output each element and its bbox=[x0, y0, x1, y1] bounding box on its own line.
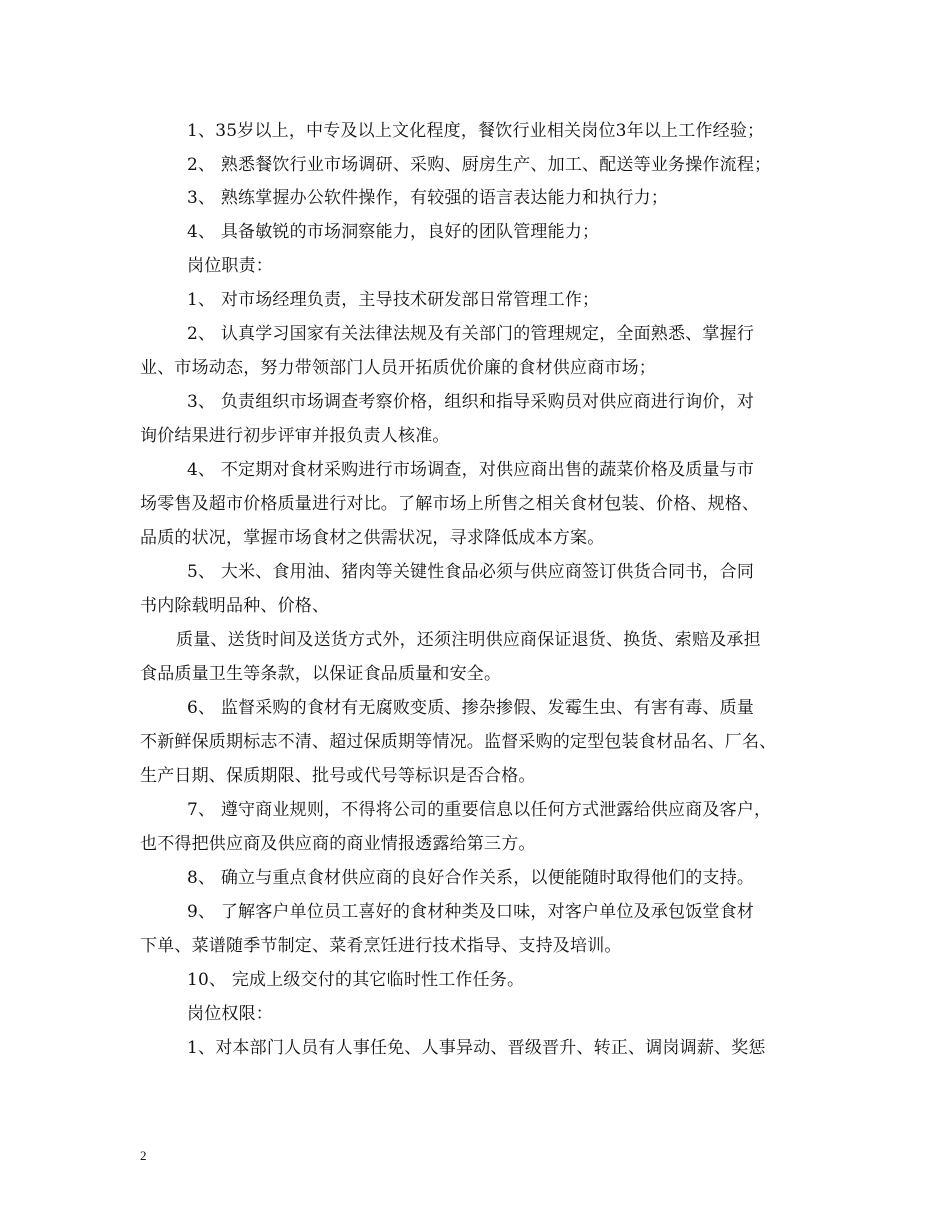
text-line: 1、35岁以上，中专及以上文化程度，餐饮行业相关岗位3年以上工作经验； bbox=[187, 121, 765, 141]
page-number: 2 bbox=[140, 1148, 147, 1163]
text-line: 1、 对市场经理负责，主导技术研发部日常管理工作； bbox=[187, 290, 600, 310]
section-heading: 岗位职责： bbox=[187, 256, 273, 276]
text-line: 3、 熟练掌握办公软件操作，有较强的语言表达能力和执行力； bbox=[187, 188, 669, 208]
text-line: 食品质量卫生等条款，以保证食品质量和安全。 bbox=[140, 664, 502, 684]
text-line: 3、 负责组织市场调查考察价格，组织和指导采购员对供应商进行询价，对 bbox=[187, 392, 755, 412]
text-line: 场零售及超市价格质量进行对比。了解市场上所售之相关食材包装、价格、规格、 bbox=[140, 494, 760, 514]
text-line: 8、 确立与重点食材供应商的良好合作关系，以便能随时取得他们的支持。 bbox=[187, 868, 755, 888]
text-line: 10、 完成上级交付的其它临时性工作任务。 bbox=[187, 970, 525, 990]
text-line: 质量、送货时间及送货方式外，还须注明供应商保证退货、换货、索赔及承担 bbox=[176, 630, 761, 650]
text-line: 业、市场动态，努力带领部门人员开拓质优价廉的食材供应商市场； bbox=[140, 358, 656, 378]
text-line: 6、 监督采购的食材有无腐败变质、掺杂掺假、发霉生虫、有害有毒、质量 bbox=[187, 698, 755, 718]
text-line: 5、 大米、食用油、猪肉等关键性食品必须与供应商签订供货合同书，合同 bbox=[187, 562, 755, 582]
text-line: 1、对本部门人员有人事任免、人事异动、晋级晋升、转正、调岗调薪、奖惩 bbox=[187, 1038, 766, 1058]
text-line: 2、 熟悉餐饮行业市场调研、采购、厨房生产、加工、配送等业务操作流程； bbox=[187, 155, 772, 175]
text-line: 也不得把供应商及供应商的商业情报透露给第三方。 bbox=[140, 834, 536, 854]
text-line: 4、 不定期对食材采购进行市场调查，对供应商出售的蔬菜价格及质量与市 bbox=[187, 460, 755, 480]
text-line: 询价结果进行初步评审并报负责人核准。 bbox=[140, 426, 450, 446]
text-line: 生产日期、保质期限、批号或代号等标识是否合格。 bbox=[140, 766, 536, 786]
text-line: 下单、菜谱随季节制定、菜肴烹饪进行技术指导、支持及培训。 bbox=[140, 936, 622, 956]
text-line: 2、 认真学习国家有关法律法规及有关部门的管理规定，全面熟悉、掌握行 bbox=[187, 324, 755, 344]
text-line: 不新鲜保质期标志不清、超过保质期等情况。监督采购的定型包装食材品名、厂名、 bbox=[140, 732, 777, 752]
text-line: 4、 具备敏锐的市场洞察能力，良好的团队管理能力； bbox=[187, 222, 600, 242]
text-line: 9、 了解客户单位员工喜好的食材种类及口味，对客户单位及承包饭堂食材 bbox=[187, 902, 755, 922]
text-line: 品质的状况，掌握市场食材之供需状况，寻求降低成本方案。 bbox=[140, 528, 605, 548]
text-line: 书内除载明品种、价格、 bbox=[140, 596, 330, 616]
section-heading: 岗位权限： bbox=[187, 1004, 273, 1024]
text-line: 7、 遵守商业规则，不得将公司的重要信息以任何方式泄露给供应商及客户， bbox=[187, 800, 772, 820]
